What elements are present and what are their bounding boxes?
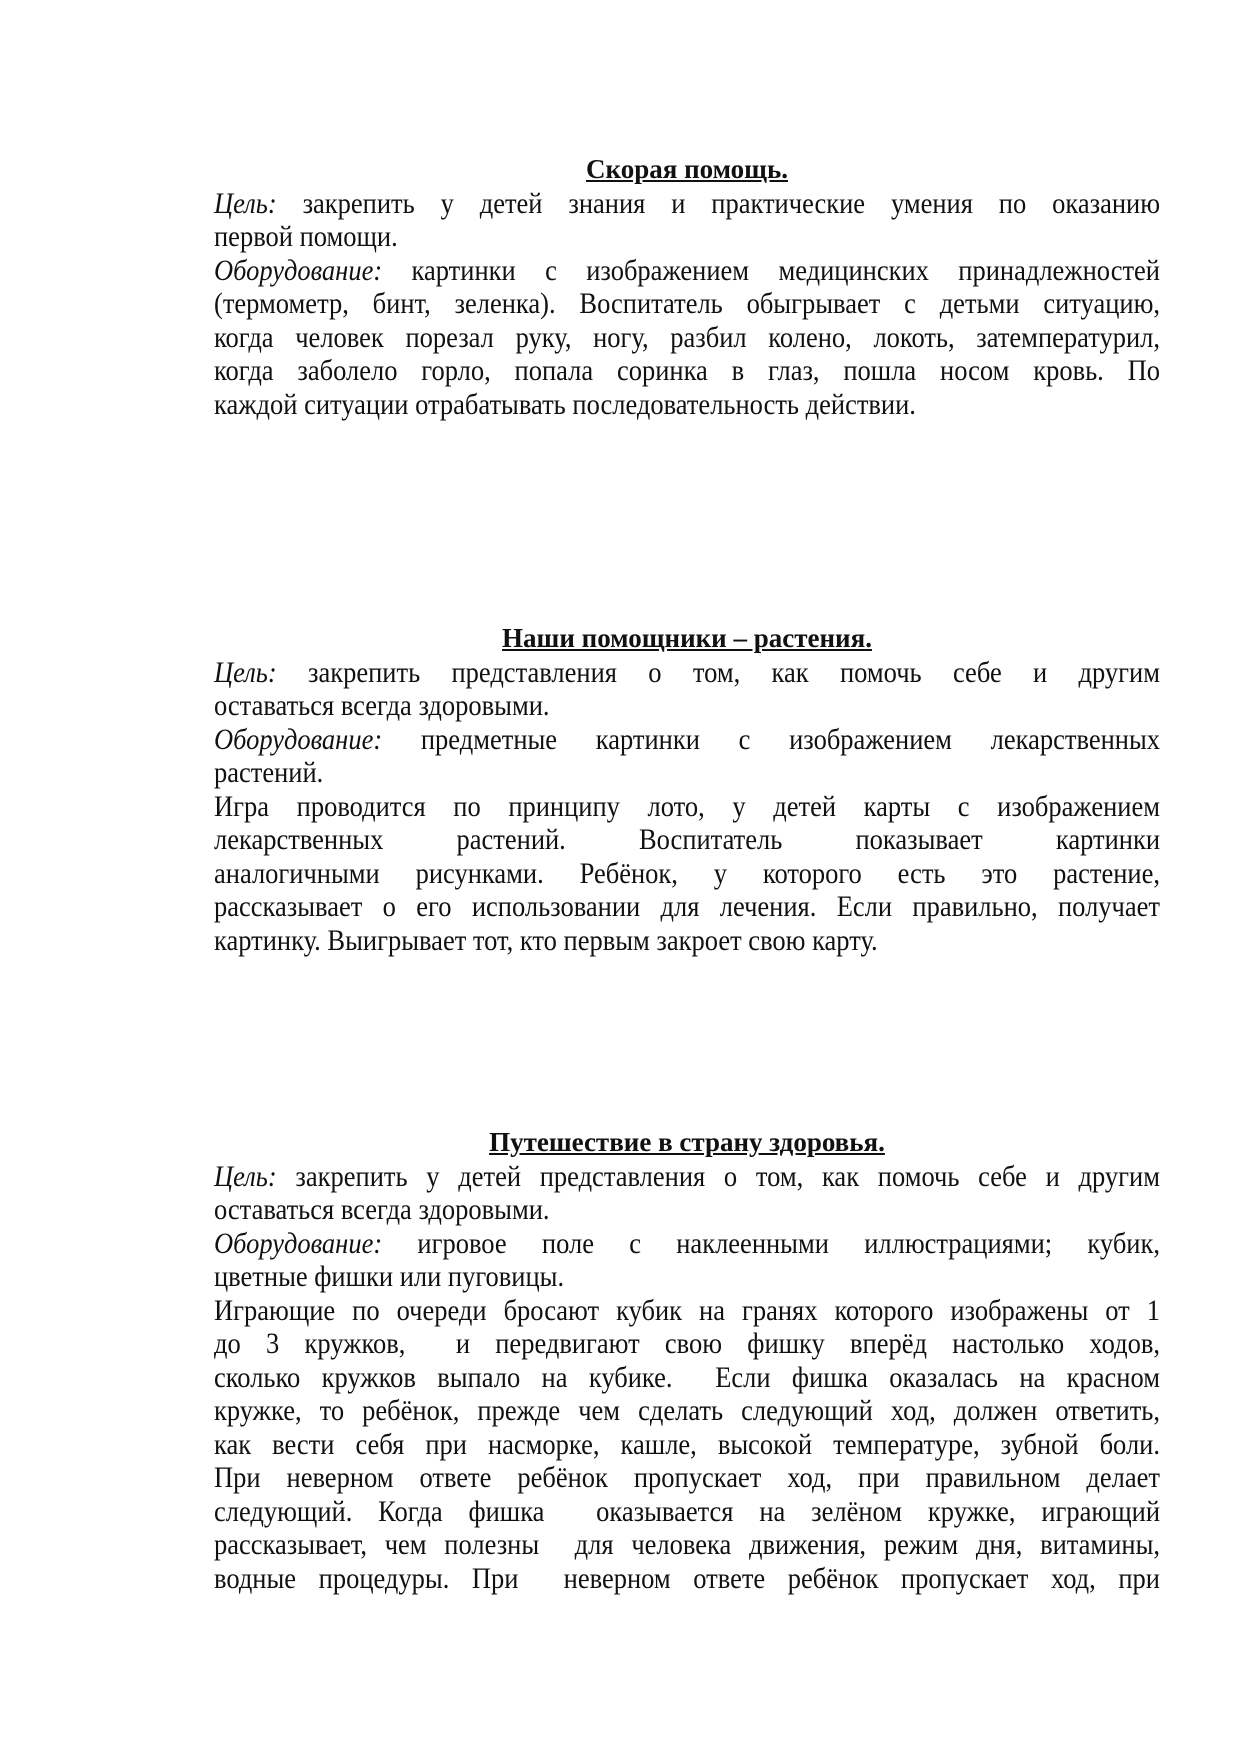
field-label: Оборудование: [214, 1225, 383, 1260]
section-title: Наши помощники – растения. [502, 623, 872, 653]
paragraph-line [214, 1358, 1160, 1396]
field-label: Цель: [214, 654, 277, 689]
line-text: следующий. Когда фишка оказывается на зелёном кружке, играющий [214, 1493, 1160, 1528]
field-label: Цель: [214, 1158, 277, 1193]
paragraph-line [214, 218, 1160, 256]
paragraph-line [214, 921, 1160, 959]
paragraph-line [214, 1559, 1160, 1597]
section-plant-helpers [214, 622, 1160, 957]
paragraph-line [214, 687, 1160, 725]
paragraph-line [214, 352, 1160, 390]
paragraph-line [214, 1492, 1160, 1530]
line-text: картинку. Выигрывает тот, кто первым закроет свою карту. [214, 922, 878, 957]
line-text: Играющие по очереди бросают кубик на гранях которого изображены от 1 [214, 1292, 1160, 1327]
line-text: (термометр, бинт, зеленка). Воспитатель обыгрывает с детьми ситуацию, [214, 286, 1160, 320]
field-label: Цель: [214, 185, 277, 220]
paragraph-line [214, 1325, 1160, 1363]
line-text: закрепить у детей представления о том, как помочь себе и другим [276, 1158, 1160, 1193]
paragraph-line [214, 385, 1160, 423]
section-title: Путешествие в страну здоровья. [489, 1127, 885, 1157]
line-text: сколько кружков выпало на кубике. Если фишка оказалась на красном [214, 1359, 1160, 1394]
section-title: Скорая помощь. [586, 154, 788, 184]
paragraph-line [214, 787, 1160, 825]
paragraph-line [214, 653, 1160, 691]
paragraph-line [214, 1425, 1160, 1463]
paragraph-line [214, 888, 1160, 926]
paragraph-line [214, 854, 1160, 892]
line-text: кружке, то ребёнок, прежде чем сделать следующий ход, должен ответить, [214, 1393, 1160, 1427]
line-text: При неверном ответе ребёнок пропускает ход, при правильном делает [214, 1460, 1160, 1494]
paragraph-line [214, 1392, 1160, 1430]
line-text: как вести себя при насморке, кашле, высокой температуре, зубной боли. [214, 1426, 1160, 1461]
line-text: каждой ситуации отрабатывать последовательность действии. [214, 386, 916, 421]
line-text: аналогичными рисунками. Ребёнок, у которого есть это растение, [214, 855, 1160, 890]
line-text: до 3 кружков, и передвигают свою фишку вперёд настолько ходов, [214, 1326, 1160, 1360]
paragraph-line [214, 184, 1160, 222]
line-text: рассказывает, чем полезны для человека движения, режим дня, витамины, [214, 1527, 1160, 1561]
paragraph-line [214, 285, 1160, 323]
paragraph-line [214, 1224, 1160, 1262]
field-label: Оборудование: [214, 721, 383, 756]
line-text: рассказывает о его использовании для лечения. Если правильно, получает [214, 889, 1160, 923]
paragraph-line [214, 1191, 1160, 1229]
line-text: оставаться всегда здоровыми. [214, 1192, 550, 1226]
paragraph-line [214, 1258, 1160, 1296]
line-text: закрепить у детей знания и практические умения по оказанию [276, 185, 1160, 220]
paragraph-line [214, 318, 1160, 356]
field-label: Оборудование: [214, 252, 383, 287]
paragraph-line [214, 1459, 1160, 1497]
line-text: закрепить представления о том, как помочь себе и другим [276, 654, 1160, 689]
paragraph-line [214, 1526, 1160, 1564]
line-text: цветные фишки или пуговицы. [214, 1259, 565, 1293]
line-text: первой помощи. [214, 219, 398, 253]
line-text: игровое поле с наклеенными иллюстрациями; кубик, [382, 1225, 1160, 1260]
section-first-aid [214, 153, 1160, 421]
paragraph-line [214, 821, 1160, 859]
paragraph-line [214, 251, 1160, 289]
line-text: когда заболело горло, попала соринка в глаз, пошла носом кровь. По [214, 353, 1160, 387]
line-text: Игра проводится по принципу лото, у детей карты с изображением [214, 788, 1160, 823]
paragraph-line [214, 1291, 1160, 1329]
line-text: лекарственных растений. Воспитатель показывает картинки [214, 822, 1160, 856]
paragraph-line [214, 754, 1160, 792]
line-text: водные процедуры. При неверном ответе ребёнок пропускает ход, при [214, 1560, 1160, 1595]
line-text: когда человек порезал руку, ногу, разбил колено, локоть, затемпературил, [214, 319, 1160, 354]
section-health-journey [214, 1126, 1160, 1595]
line-text: оставаться всегда здоровыми. [214, 688, 550, 722]
line-text: картинки с изображением медицинских принадлежностей [382, 252, 1160, 287]
line-text: предметные картинки с изображением лекарственных [382, 721, 1160, 756]
paragraph-line [214, 720, 1160, 758]
line-text: растений. [214, 755, 324, 789]
paragraph-line [214, 1157, 1160, 1195]
